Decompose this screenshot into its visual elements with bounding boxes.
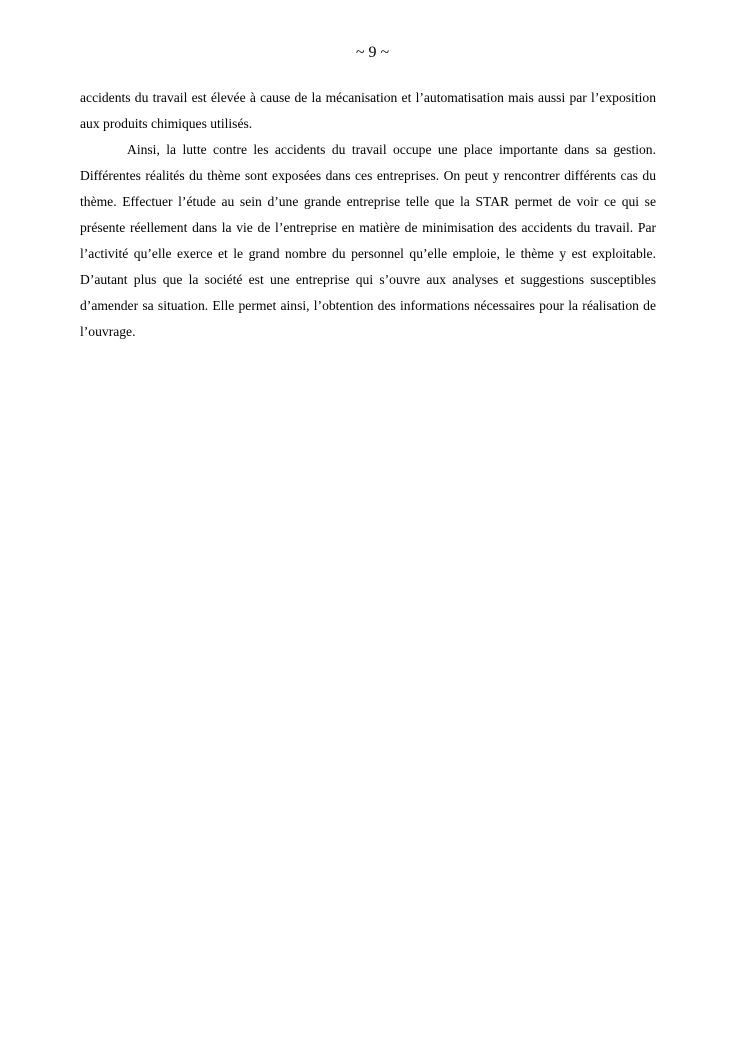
paragraph-continuation: accidents du travail est élevée à cause de la mécanisation et l’automatisation mais aussi par l’exposition aux produits chimiques utilisés. bbox=[80, 90, 656, 131]
page-number: ~ 9 ~ bbox=[355, 44, 390, 61]
body-text bbox=[80, 85, 656, 345]
paragraph-ainsi: Ainsi, la lutte contre les accidents du travail occupe une place importante dans sa gestion. Différentes réalités du thème sont exposées dans ces entreprises. On peut y rencontrer différents cas du thème. Effectuer l’étude au sein d’une grande entreprise telle que la STAR permet de voir ce qui se présente réellement dans la vie de l’entreprise en matière de minimisation des accidents du travail. Par l’activité qu’elle exerce et le grand nombre du personnel qu’elle emploie, le thème y est exploitable. D’autant plus que la société est une entreprise qui s’ouvre aux analyses et suggestions susceptibles d’amender sa situation. Elle permet ainsi, l’obtention des informations nécessaires pour la réalisation de l’ouvrage. bbox=[80, 142, 656, 339]
